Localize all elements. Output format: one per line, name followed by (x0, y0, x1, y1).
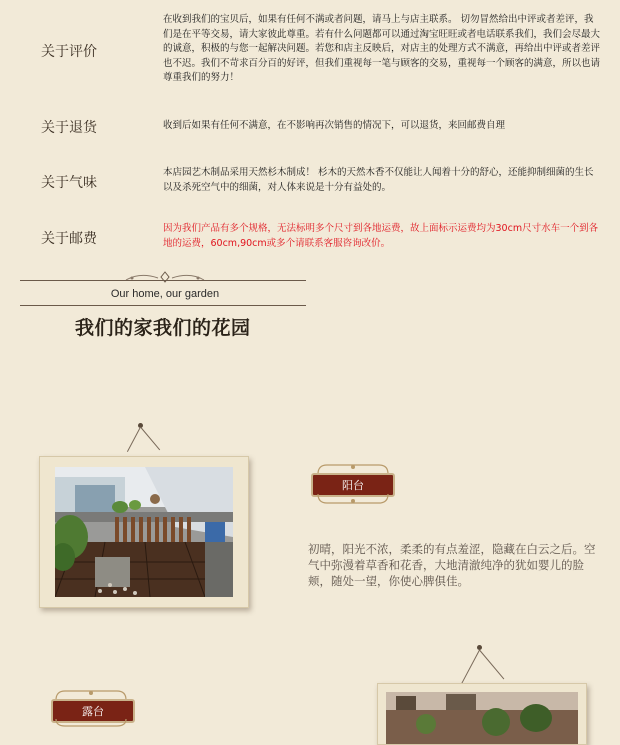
divider-line (20, 280, 306, 281)
section-tag-balcony: 阳台 (311, 473, 395, 497)
faq-label: 关于气味 (41, 175, 97, 191)
faq-label: 关于邮费 (41, 231, 97, 247)
faq-text: 本店园艺木制品采用天然杉木制成！ 杉木的天然木香不仅能让人闻着十分的舒心，还能抑制细菌的生长以及杀死空气中的细菌，对人体来说是十分有益处的。 (163, 167, 594, 193)
divider-line (20, 305, 306, 306)
faq-text: 因为我们产品有多个规格，无法标明多个尺寸到各地运费，故上面标示运费均为30cm尺寸水车一个到各地的运费，60cm,90cm或多个请联系客服咨询改价。 (163, 223, 599, 249)
balcony-description: 初晴，阳光不浓，柔柔的有点羞涩，隐藏在白云之后。空气中弥漫着草香和花香，大地清澈纯净的犹如婴儿的脸颊，随处一望，你使心脾俱佳。 (308, 542, 596, 588)
tag-ornament-icon (313, 492, 393, 506)
section-tag-terrace: 露台 (51, 699, 135, 723)
garden-title-cn: 我们的家我们的花园 (75, 317, 251, 339)
hang-string (479, 650, 504, 680)
faq-label: 关于退货 (41, 120, 97, 136)
faq-label: 关于评价 (41, 44, 97, 60)
terrace-photo-frame (377, 683, 587, 745)
tag-ornament-icon (51, 718, 131, 728)
hang-string (461, 650, 480, 684)
balcony-photo-frame (39, 456, 249, 608)
hang-string (140, 427, 160, 451)
faq-text: 在收到我们的宝贝后，如果有任何不满或者问题，请马上与店主联系。 切勿冒然给出中评或者差评，我们是在平等交易，请大家彼此尊重。若有什么问题都可以通过淘宝旺旺或者电话联系我们，我们会尽最大的诚意，积极的与您一起解决问题。若您和店主反映后，对店主的处理方式不满意，再给出中评或者差评也不迟。我们不苛求百分百的好评，但我们重视每一笔与顾客的交易，重视每一个顾客的满意，所以也请尊重我们的努力！ (163, 14, 601, 83)
garden-title-en: Our home, our garden (110, 288, 220, 300)
balcony-photo (55, 467, 233, 597)
hang-string (127, 427, 141, 452)
divider-ornament-icon (120, 270, 210, 284)
terrace-photo (386, 692, 578, 744)
faq-text: 收到后如果有任何不满意，在不影响再次销售的情况下，可以退货，来回邮费自理 (163, 120, 506, 131)
